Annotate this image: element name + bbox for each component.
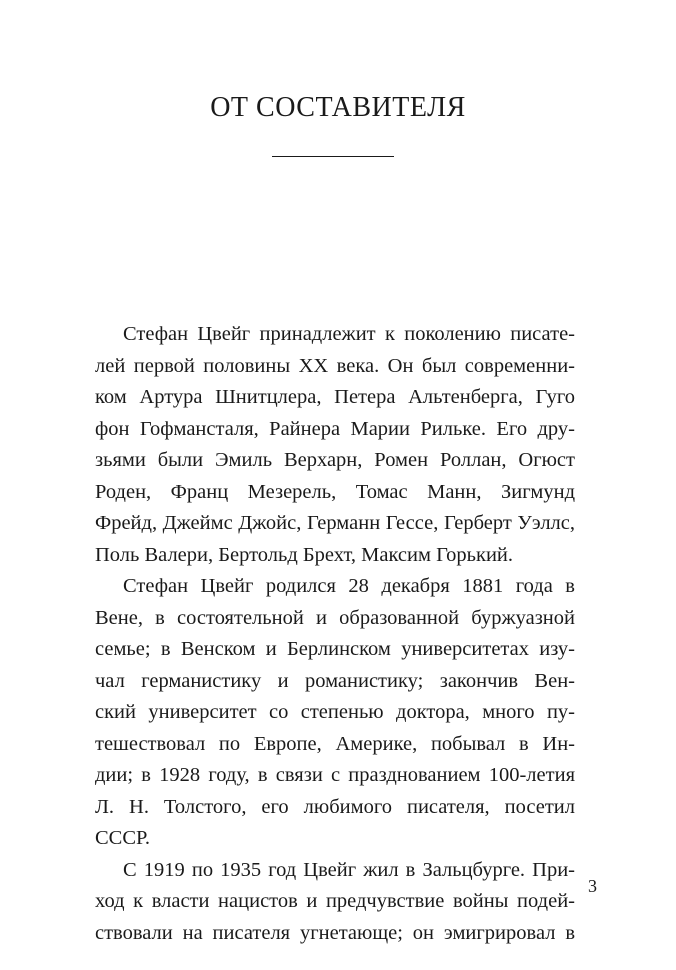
page-number: 3 [588, 876, 597, 896]
text-line: СССР. [95, 827, 150, 849]
text-line: Роден, Франц Мезерель, Томас Манн, Зигмунд [95, 480, 575, 503]
text-line: ход к власти нацистов и предчувствие войны подей- [95, 890, 575, 912]
text-line: семье; в Венском и Берлинском университетах изу- [95, 638, 575, 660]
text-line: ком Артура Шнитцлера, Петера Альтенберга, Гуго [95, 386, 575, 408]
body-text [95, 319, 575, 949]
text-line: зьями были Эмиль Верхарн, Ромен Роллан, Огюст [95, 449, 575, 471]
text-line: Вене, в состоятельной и образованной буржуазной [95, 606, 575, 629]
paragraph-3 [95, 855, 575, 950]
text-line: ствовали на писателя угнетающе; он эмигрировал в [95, 921, 575, 944]
text-line: Фрейд, Джеймс Джойс, Германн Гессе, Герберт Уэллс, [95, 512, 575, 534]
text-line: Поль Валери, Бертольд Брехт, Максим Горький. [95, 543, 514, 566]
title-divider [272, 156, 394, 157]
text-line: тешествовал по Европе, Америке, побывал в Ин- [95, 732, 575, 755]
text-line: Стефан Цвейг родился 28 декабря 1881 года в [123, 575, 575, 597]
text-line: Стефан Цвейг принадлежит к поколению писате- [123, 323, 575, 345]
text-line: ский университет со степенью доктора, много пу- [95, 701, 575, 723]
text-line: фон Гофмансталя, Райнера Марии Рильке. Его дру- [95, 417, 575, 440]
text-line: С 1919 по 1935 год Цвейг жил в Зальцбурге. При- [123, 858, 575, 881]
chapter-title: ОТ СОСТАВИТЕЛЯ [210, 92, 466, 123]
text-line: лей первой половины XX века. Он был современни- [95, 354, 575, 377]
text-line: дии; в 1928 году, в связи с празднованием 100-летия [95, 764, 575, 786]
paragraph-2 [95, 571, 575, 855]
text-line: чал германистику и романистику; закончив Вен- [95, 669, 575, 692]
text-line: Л. Н. Толстого, его любимого писателя, посетил [95, 795, 575, 818]
paragraph-1 [95, 319, 575, 571]
